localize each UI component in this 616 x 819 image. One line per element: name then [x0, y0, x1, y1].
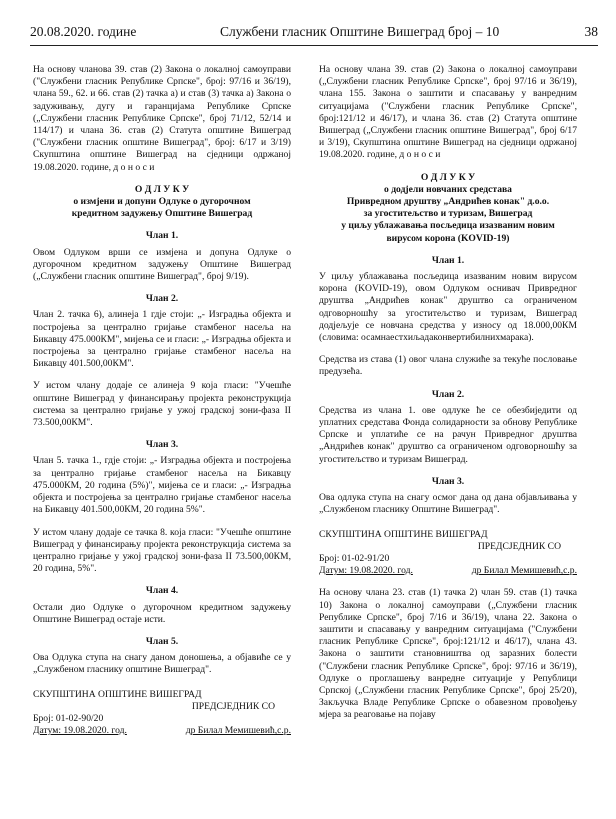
president-title: ПРЕДСЈЕДНИК СО	[191, 700, 275, 712]
article-text: Члан 2. тачка 6), алинеја 1 гдје стоји: „- Изградња објекта и постројења за централно гријање стамбеног насеља на Бикавцу 475.000КМ", мијења се и гласи: „- Изградња објекта и постројења за централно гријање стамбеног насеља на Бикавцу 401.500,00КМ".	[33, 309, 291, 370]
decision-subtitle: о измјени и допуни Одлуке о дугорочном	[73, 196, 251, 208]
article-heading: Члан 4.	[145, 585, 179, 597]
right-column	[319, 64, 577, 722]
article-text: У истом члану додаје се алинеја 9 која гласи: "Учешће општине Вишеград у финансирању пројекта реконструкција система за централно гријање у ужој градској зони-фаза II 73.500,00КМ".	[33, 380, 291, 429]
document-date: Датум: 19.08.2020. год.	[33, 725, 127, 737]
header-rule	[30, 45, 598, 46]
article-text: Ова одлука ступа на снагу осмог дана од дана објављивања у „Службеном гласнику Општине Вишеград".	[319, 492, 577, 516]
article-heading: Члан 2.	[145, 293, 179, 305]
date-row	[33, 725, 291, 737]
signature-block	[319, 529, 577, 578]
decision-intro: На основу чланова 39. став (2) Закона о локалној самоуправи ("Службени гласник Републике Српске", број: 97/16 и 36/19), члана 59., 62. и 66. став (2) тачка а) и став (3) тачка а) Закона о задуживању, дугу и гаранцијама Републике Српске („Службени гласник Републике Српске", број 71/12, 52/14 и 114/17) и члана 36. став (2) Статута општине Вишеград ("Службени гласник општине Вишеград", број: 6/17 и 3/19) Скупштина општине Вишеград на сједници одржаној 19.08.2020. године, д о н о с и	[33, 64, 291, 173]
decision-subtitle: у циљу ублажавања посљедица изазваним новим	[341, 220, 555, 232]
left-column	[33, 64, 291, 737]
decision-subtitle: Привредном друштву „Андрићев конак" д.о.о.	[346, 196, 550, 208]
article-heading: Члан 5.	[145, 635, 179, 647]
decision-subtitle: кредитном задужењу Општине Вишеград	[71, 208, 253, 220]
page-header	[30, 24, 598, 44]
article-heading: Члан 1.	[431, 254, 465, 266]
decision-subtitle: о додјели новчаних средстава	[384, 183, 512, 195]
article-heading: Члан 2.	[431, 388, 465, 400]
signature-block	[33, 689, 291, 738]
article-text: Члан 5. тачка 1., гдје стоји: „- Изградња објекта и постројења за централно гријање стамбеног насеља на Бикавцу 475.000КМ, 20 година (5%)", мијења се и гласи: „- Изградња објекта и постројења за централно гријање стамбеног насеља на Бикавцу 401.500,00КМ, 20 година 5%".	[33, 455, 291, 516]
decision-subtitle: вирусом корона (KOVID-19)	[386, 232, 510, 244]
article-text: У истом члану додаје се тачка 8. која гласи: "Учешће општине Вишеград у финансирању пројекта реконструкција система за централно гријање у ужој градској зони-фаза II 73.500,00КМ, 20 година, 5%".	[33, 526, 291, 575]
header-date: 20.08.2020. године	[30, 24, 137, 39]
article-heading: Члан 3.	[145, 439, 179, 451]
decision-title: О Д Л У К У	[134, 183, 190, 195]
article-text: Остали дио Одлуке о дугорочном кредитном задужењу Општине Вишеград остаје исти.	[33, 601, 291, 625]
article-text: Средства из става (1) овог члана служиће за текуће пословање предузећа.	[319, 354, 577, 378]
article-heading: Члан 1.	[145, 230, 179, 242]
page-number: 38	[584, 24, 598, 39]
president-name: др Билал Мемишевић,с.р.	[185, 725, 291, 737]
header-title: Службени гласник Општине Вишеград број – 10	[220, 24, 500, 39]
decision-intro: На основу члана 39. став (2) Закона о локалној самоуправи („Службени гласник Републике Српске", број 97/16 и 36/19), члана 155. Закона о заштити и спасавању у ванредним ситуацијама ("Службени гласник Републике Српске", број:121/12 и 46/17), и члана 36. став (2) Статута општине Вишеград („Службени гласник општине Вишеград", број 6/17 и 3/19), Скупштина општине Вишеград на сједници одржаној 19.08.2020. године, д о н о с и	[319, 64, 577, 161]
document-date: Датум: 19.08.2020. год.	[319, 565, 413, 577]
article-text: Овом Одлуком врши се измјена и допуна Одлуке о дугорочном кредитном задужењу Општине Вишеград („Службени гласник општине Вишеград", број 9/19).	[33, 246, 291, 283]
date-row	[319, 565, 577, 577]
article-heading: Члан 3.	[431, 475, 465, 487]
president-name: др Билал Мемишевић,с.р.	[471, 565, 577, 577]
president-title: ПРЕДСЈЕДНИК СО	[477, 540, 561, 552]
next-decision-intro: На основу члана 23. став (1) тачка 2) члан 59. став (1) тачка 10) Закона о локалној самоуправи („Службени гласник Републике Српске", број 7/16 и 36/19), члана 22. Закона о заштити и спасавању у ванредним ситуацијама ("Службени гласник Републике Српске", број:121/12 и 46/17), члана 43. Закона о заштити становништва од заразних болести ("Службени гласник Републике Српске", број: 97/16 и 36/19), Одлуке о проглашењу ванредне ситуације у Републици Српској („Службени гласник Републике Српске", број 25/20), Закључка Владе Републике Српске о обавезном провођењу мјера за реаговање на појаву	[319, 587, 577, 721]
decision-subtitle: за угоститељство и туризам, Вишеград	[363, 208, 533, 220]
document-number: Број: 01-02-90/20	[33, 712, 104, 724]
article-text: У циљу ублажавања посљедица изазваним новим вирусом корона (KOVID-19), овом Одлуком оснивач Привредног друштва „Андрићев конак" друштво са ограниченом одговорношћу за угоститељство и туризам, Вишеград додјељује се новчана средства у износу од 18.000,00КМ (словима: осамнаестхиљадаконвертибилнихмарака).	[319, 271, 577, 344]
decision-title: О Д Л У К У	[420, 171, 476, 183]
document-number: Број: 01-02-91/20	[319, 552, 390, 564]
assembly-name: СКУПШТИНА ОПШТИНЕ ВИШЕГРАД	[319, 528, 488, 540]
article-text: Ова Одлука ступа на снагу даном доношења, а објавиће се у „Службеном гласнику општине Вишеград".	[33, 652, 291, 676]
article-text: Средства из члана 1. ове одлуке ће се обезбиједити од уплатних средстава Фонда солидарности за обнову Републике Српске и уплатиће се на рачун Привредног друштва „Андрићев конак" друштво са ограниченом одговорношћу за угоститељство и туризам Вишеград.	[319, 404, 577, 465]
assembly-name: СКУПШТИНА ОПШТИНЕ ВИШЕГРАД	[33, 688, 202, 700]
